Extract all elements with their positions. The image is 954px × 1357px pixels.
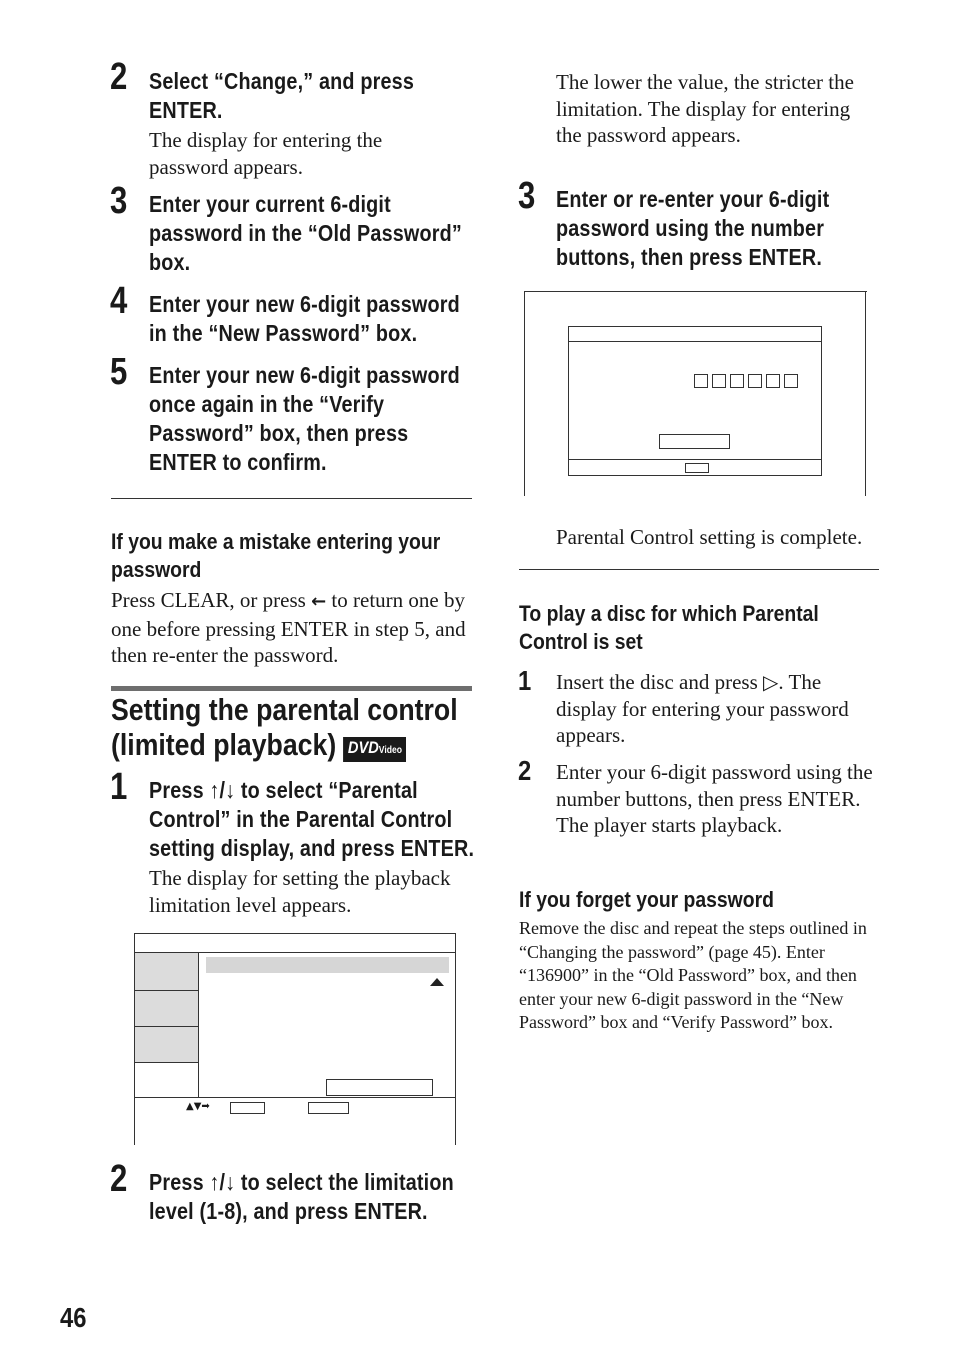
scroll-up-arrow-icon [430,978,444,986]
selected-item-bar [206,957,449,973]
mistake-body: Press CLEAR, or press ← to return one by one before pressing ENTER in step 5, and then re-enter the password. [111,588,466,667]
password-dialog [568,326,822,476]
step-heading: Press ↑/↓ to select “Parental Control” in the Parental Control setting display, and press ENTER. [149,777,475,861]
step-number: 3 [110,180,128,222]
play-step2: Enter your 6-digit password using the number buttons, then press ENTER. The player starts playback. [556,760,873,837]
step-number: 1 [518,665,532,696]
step-body: The display for entering the password appears. [149,128,383,179]
left-arrow-icon: ← [311,591,327,612]
play-step1: Insert the disc and press ▷. The display for entering your password appears. [556,670,849,747]
menu-tab [135,1027,198,1062]
forget-title: If you forget your password [519,887,774,912]
step-number: 5 [110,351,128,393]
page-number: 46 [60,1302,87,1333]
step-number: 4 [110,280,128,322]
step-number: 2 [110,56,128,98]
nav-button [230,1102,265,1114]
play-icon: ▷ [763,670,779,694]
dvd-video-badge: DVDVideo [344,737,407,762]
divider [111,498,472,499]
forget-body: Remove the disc and repeat the steps outlined in “Changing the password” (page 45). Enter “136900” in the “Old Password” box, and then enter your new 6-digit password in the “New Password” box and “Verify Password” box. [519,918,867,1032]
step-heading: Press ↑/↓ to select the limitation level (1-8), and press ENTER. [149,1169,454,1224]
menu-tab [135,991,198,1026]
step-heading: Select “Change,” and press ENTER. [149,68,415,123]
play-title: To play a disc for which Parental Control is set [519,601,819,654]
step-number: 2 [518,755,532,786]
nav-button [308,1102,349,1114]
step-number: 3 [518,175,536,217]
password-entry-screen [524,291,867,496]
level-field [326,1079,433,1096]
section-title: Setting the parental control (limited playback) DVDVideo [111,692,458,762]
step-heading: Enter or re-enter your 6-digit password using the number buttons, then press ENTER. [556,186,830,270]
nav-arrows-icon: ▲▼➡ [186,1101,210,1112]
step-heading: Enter your current 6-digit password in the “Old Password” box. [149,191,462,275]
complete-text: Parental Control setting is complete. [556,525,863,549]
continuation-text: The lower the value, the stricter the limitation. The display for entering the password appears. [556,70,854,147]
dialog-button [685,463,709,473]
step-heading: Enter your new 6-digit password in the “New Password” box. [149,291,460,346]
password-digit-boxes [694,374,804,388]
parental-control-screen [134,933,456,1145]
step-number: 2 [110,1158,128,1200]
step-number: 1 [110,766,128,808]
divider [519,569,879,570]
step-body: The display for setting the playback limitation level appears. [149,866,451,917]
step-heading: Enter your new 6-digit password once again in the “Verify Password” box, then press ENTER to confirm. [149,362,460,475]
mistake-title: If you make a mistake entering your password [111,529,441,582]
menu-tab [135,953,198,990]
dialog-button [659,434,730,449]
section-rule [111,686,472,691]
